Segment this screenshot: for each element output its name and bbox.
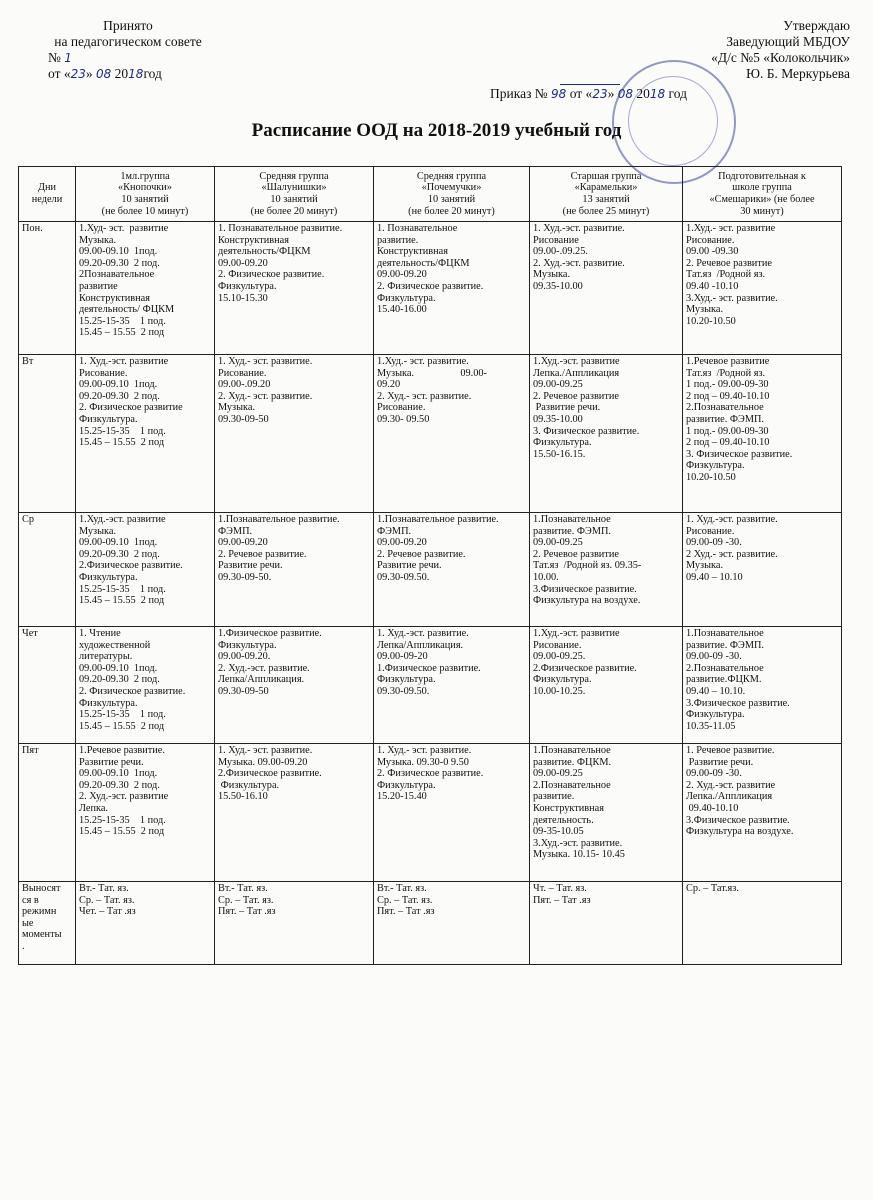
table-cell: 1.Худ.- эст. развитие Рисование. 09.00 -09.30 2. Речевое развитие Тат.яз /Родной яз. 09.40 -10.10 3.Худ.- эст. развитие. Музыка. 10.20-10.50: [683, 222, 842, 355]
day-cell: Ср: [19, 513, 76, 627]
day-cell: Пят: [19, 744, 76, 882]
table-cell: 1. Речевое развитие. Развитие речи. 09.00-09 -30. 2. Худ.-эст. развитие Лепка./Аппликация 09.40-10.10 3.Физическое развитие. Физкультура на воздухе.: [683, 744, 842, 882]
table-cell: 1.Худ- эст. развитие Музыка. 09.00-09.10 1под. 09.20-09.30 2 под. 2Познавательное развитие Конструктивная деятельность/ ФЦКМ 15.25-15-35 1 под. 15.45 – 15.55 2 под: [76, 222, 215, 355]
confirm-label: Утверждаю: [783, 18, 850, 33]
table-cell: 1.Худ.- эст. развитие. Музыка. 09.00- 09.20 2. Худ.- эст. развитие. Рисование. 09.30- 09.50: [374, 355, 530, 513]
protocol-number: № 1: [48, 50, 72, 65]
table-cell: Вт.- Тат. яз. Ср. – Тат. яз. Чет. – Тат .яз: [76, 882, 215, 965]
table-cell: 1.Познавательное развитие. ФЭМП. 09.00-09 -30. 2.Познавательное развитие.ФЦКМ. 09.40 – 10.10. 3.Физическое развитие. Физкультура. 10.35-11.05: [683, 627, 842, 744]
signature-line: [560, 84, 620, 85]
table-cell: 1.Познавательное развитие. ФЦКМ. 09.00-09.25 2.Познавательное развитие. Конструктивная деятельность. 09-35-10.05 3.Худ.-эст. развитие. Музыка. 10.15- 10.45: [530, 744, 683, 882]
column-header: Средняя группа «Почемучки» 10 занятий (не более 20 минут): [374, 167, 530, 222]
table-cell: 1. Худ.- эст. развитие. Рисование. 09.00-.09.20 2. Худ.- эст. развитие. Музыка. 09.30-09-50: [215, 355, 374, 513]
table-cell: 1. Познавательное развитие. Конструктивная деятельность/ФЦКМ 09.00-09.20 2. Физическое развитие. Физкультура. 15.10-15.30: [215, 222, 374, 355]
day-cell: Выносят ся в режимн ые моменты .: [19, 882, 76, 965]
table-cell: 1. Худ.- эст. развитие. Музыка. 09.30-0 9.50 2. Физическое развитие. Физкультура. 15.20-15.40: [374, 744, 530, 882]
table-header-row: [19, 167, 842, 222]
order-line: Приказ № 98 от «23» 08 2018 год: [490, 86, 687, 101]
day-cell: Вт: [19, 355, 76, 513]
table-cell: 1. Худ.-эст. развитие Рисование. 09.00-09.10 1под. 09.20-09.30 2 под. 2. Физическое развитие Физкультура. 15.25-15-35 1 под. 15.45 – 15.55 2 под: [76, 355, 215, 513]
table-row: [19, 222, 842, 355]
table-cell: 1.Худ.-эст. развитие Рисование. 09.00-09.25. 2.Физическое развитие. Физкультура. 10.00-10.25.: [530, 627, 683, 744]
table-cell: 1. Худ.-эст. развитие. Лепка/Аппликация. 09.00-09-20 1.Физическое развитие. Физкультура. 09.30-09.50.: [374, 627, 530, 744]
table-row: [19, 882, 842, 965]
day-cell: Чет: [19, 627, 76, 744]
table-cell: 1.Познавательное развитие. ФЭМП. 09.00-09.25 2. Речевое развитие Тат.яз /Родной яз. 09.35- 10.00. 3.Физическое развитие. Физкультура на воздухе.: [530, 513, 683, 627]
confirm-block: [600, 18, 850, 82]
table-cell: 1. Худ.-эст. развитие. Рисование 09.00-.09.25. 2. Худ.-эст. развитие. Музыка. 09.35-10.00: [530, 222, 683, 355]
table-cell: 1.Речевое развитие. Развитие речи. 09.00-09.10 1под. 09.20-09.30 2 под. 2. Худ.-эст. развитие Лепка. 15.25-15-35 1 под. 15.45 – 15.55 2 под: [76, 744, 215, 882]
head-title: Заведующий МБДОУ: [726, 34, 850, 49]
table-cell: 1.Худ.-эст. развитие Лепка./Аппликация 09.00-09.25 2. Речевое развитие Развитие речи. 09.35-10.00 3. Физическое развитие. Физкультура. 15.50-16.15.: [530, 355, 683, 513]
table-cell: 1. Худ.-эст. развитие. Рисование. 09.00-09 -30. 2 Худ.- эст. развитие. Музыка. 09.40 – 10.10: [683, 513, 842, 627]
table-cell: 1. Познавательное развитие. Конструктивная деятельность/ФЦКМ 09.00-09.20 2. Физическое развитие. Физкультура. 15.40-16.00: [374, 222, 530, 355]
column-header: Средняя группа «Шалунишки» 10 занятий (не более 20 минут): [215, 167, 374, 222]
table-cell: 1. Худ.- эст. развитие. Музыка. 09.00-09.20 2.Физическое развитие. Физкультура. 15.50-16.10: [215, 744, 374, 882]
council-label: на педагогическом совете: [54, 34, 202, 49]
table-cell: 1.Познавательное развитие. ФЭМП. 09.00-09.20 2. Речевое развитие. Развитие речи. 09.30-09-50.: [215, 513, 374, 627]
column-header: 1мл.группа «Кнопочки» 10 занятий (не более 10 минут): [76, 167, 215, 222]
table-row: [19, 355, 842, 513]
institution-name: «Д/с №5 «Колокольчик»: [711, 50, 850, 65]
table-cell: Вт.- Тат. яз. Ср. – Тат. яз. Пят. – Тат .яз: [374, 882, 530, 965]
column-header: Старшая группа «Карамельки» 13 занятий (не более 25 минут): [530, 167, 683, 222]
page-title: Расписание ООД на 2018-2019 учебный год: [251, 120, 622, 141]
schedule-table: [18, 166, 842, 965]
column-header: Подготовительная к школе группа «Смешарики» (не более 30 минут): [683, 167, 842, 222]
table-cell: Чт. – Тат. яз. Пят. – Тат .яз: [530, 882, 683, 965]
table-cell: 1.Речевое развитие Тат.яз /Родной яз. 1 под.- 09.00-09-30 2 под – 09.40-10.10 2.Познавательное развитие. ФЭМП. 1 под.- 09.00-09-30 2 под – 09.40-10.10 3. Физическое развитие. Физкультура. 10.20-10.50: [683, 355, 842, 513]
head-name: Ю. Б. Меркурьева: [746, 66, 850, 81]
table-cell: Ср. – Тат.яз.: [683, 882, 842, 965]
table-row: [19, 744, 842, 882]
table-cell: 1.Физическое развитие. Физкультура. 09.00-09.20. 2. Худ.-эст. развитие. Лепка/Аппликация. 09.30-09-50: [215, 627, 374, 744]
table-cell: 1. Чтение художественной литературы. 09.00-09.10 1под. 09.20-09.30 2 под. 2. Физическое развитие. Физкультура. 15.25-15-35 1 под. 15.45 – 15.55 2 под: [76, 627, 215, 744]
approval-block: [48, 18, 208, 82]
table-row: [19, 513, 842, 627]
approved-label: Принято: [103, 18, 153, 33]
column-header: Дни недели: [19, 167, 76, 222]
table-row: [19, 627, 842, 744]
table-cell: Вт.- Тат. яз. Ср. – Тат. яз. Пят. – Тат .яз: [215, 882, 374, 965]
table-cell: 1.Познавательное развитие. ФЭМП. 09.00-09.20 2. Речевое развитие. Развитие речи. 09.30-09.50.: [374, 513, 530, 627]
table-cell: 1.Худ.-эст. развитие Музыка. 09.00-09.10 1под. 09.20-09.30 2 под. 2.Физическое развитие. Физкультура. 15.25-15-35 1 под. 15.45 – 15.55 2 под: [76, 513, 215, 627]
day-cell: Пон.: [19, 222, 76, 355]
approval-date: от «23» 08 2018год: [48, 66, 162, 81]
